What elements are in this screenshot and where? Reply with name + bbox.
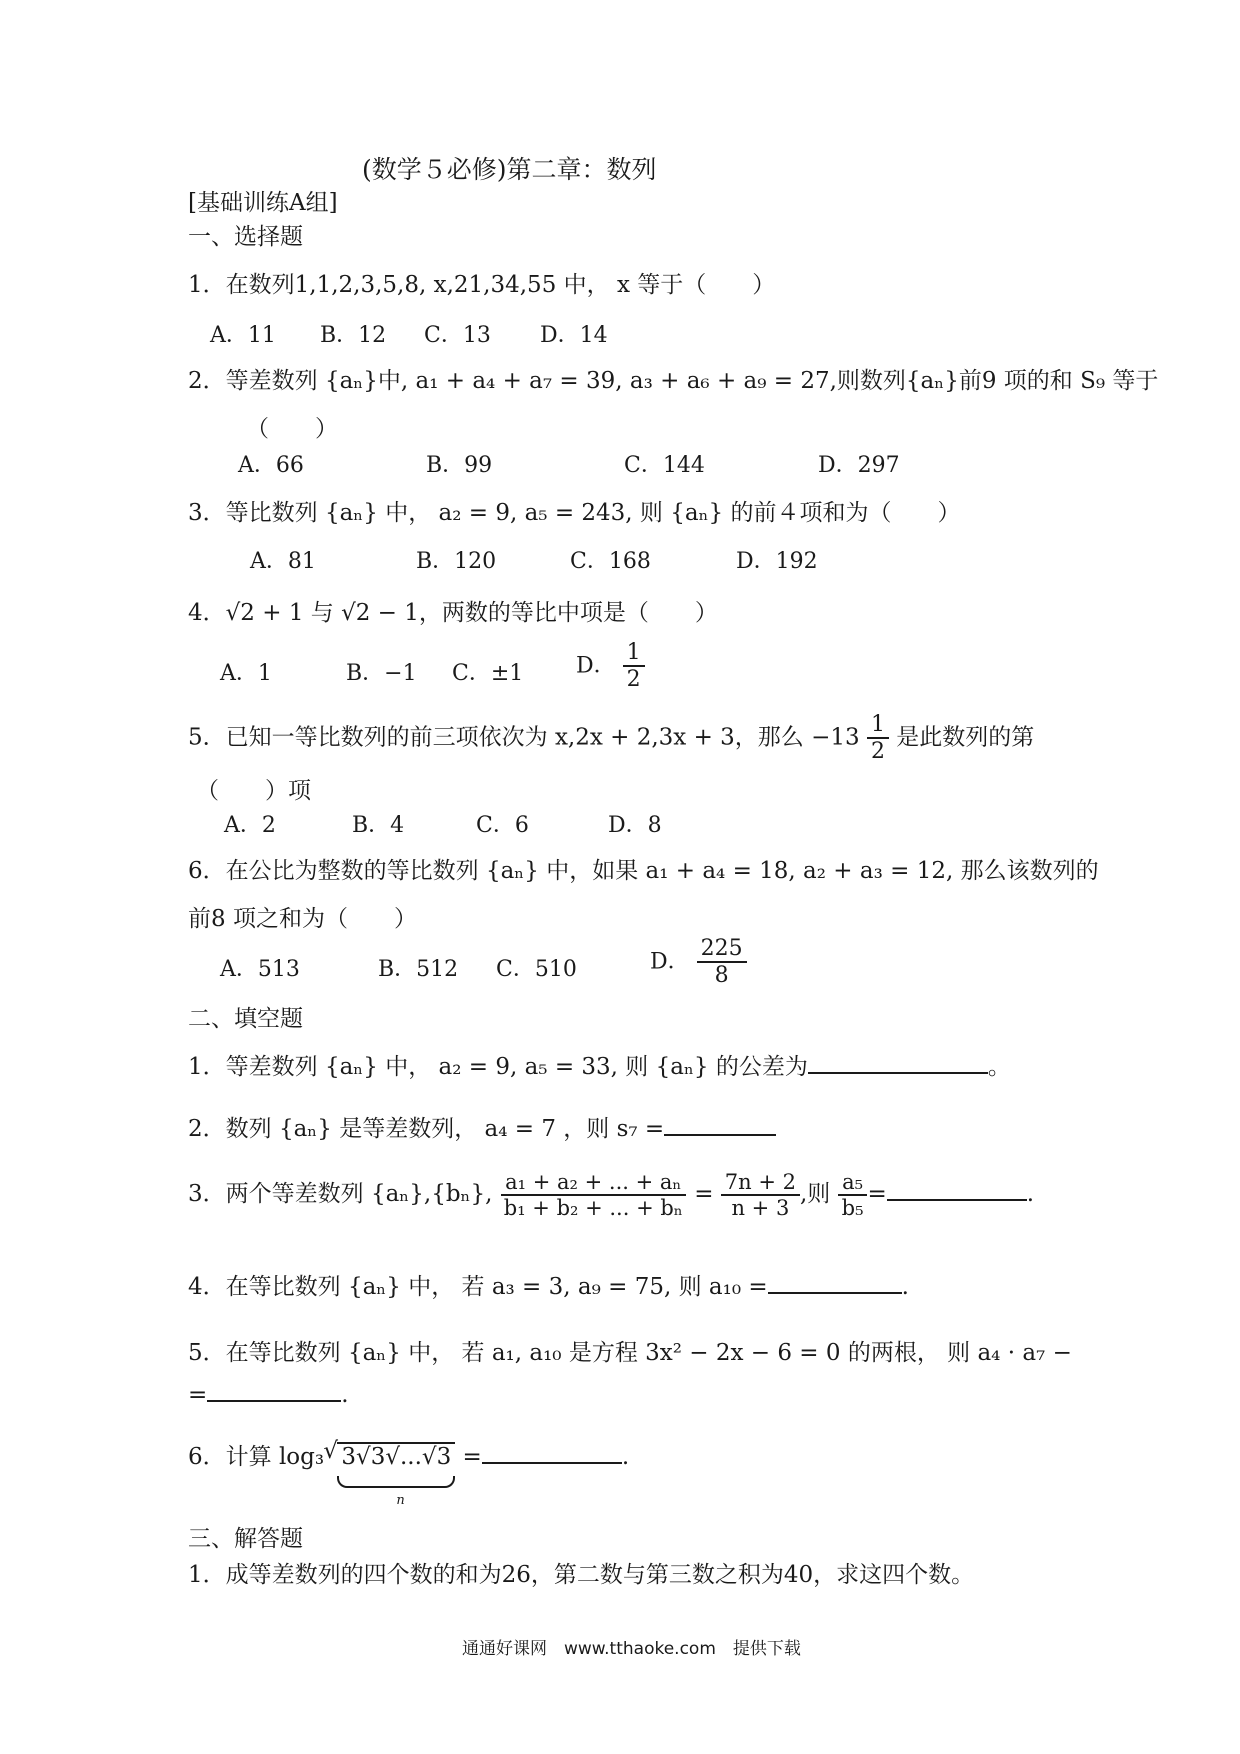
choice-2-paren: （ ） [246,416,338,442]
underbrace-icon [337,1476,455,1488]
answer-blank[interactable] [808,1052,988,1074]
fill-3-ratio-fraction: $\frac{\text{a₁ + a₂ + ... + aₙ}}{\text{b₁ + b₂ + ... + bₙ}}$ [500,1170,687,1220]
choice-6-line2: 前8 项之和为（ ） [188,906,417,932]
choice-3-option-a: A．81 [250,549,316,574]
choice-2-option-d: D．297 [818,453,900,478]
answer-blank[interactable] [664,1114,776,1136]
fill-question-1: 1．等差数列 {aₙ} 中， a₂ = 9, a₅ = 33, 则 {aₙ} 的公差为 。 [188,1054,1011,1080]
choice-5-paren: （ ）项 [196,778,311,804]
choice-question-2: 2．等差数列 {aₙ}中, a₁ + a₄ + a₇ = 39, a₃ + a₆ + a₉ = 27,则数列{aₙ}前9 项的和 S₉ 等于 [188,368,1159,394]
choice-3-option-d: D．192 [736,549,818,574]
radical-sign-icon: √ [323,1438,339,1464]
answer-blank[interactable] [482,1442,622,1464]
choice-question-6: 6．在公比为整数的等比数列 {aₙ} 中，如果 a₁ + a₄ = 18, a₂ + a₃ = 12, 那么该数列的 [188,858,1099,884]
choice-3-option-c: C．168 [570,549,651,574]
fill-question-6: 6．计算 log₃ √ 3√3√...√3 n = . [188,1438,630,1508]
choice-2-option-b: B．99 [426,453,493,478]
choice-question-5: 5．已知一等比数列的前三项依次为 x,2x + 2,3x + 3，那么 −13 $\frac{1}{2}$ 是此数列的第 [188,712,1035,765]
choice-2-option-a: A．66 [238,453,304,478]
section-answer-heading: 三、解答题 [188,1526,303,1552]
choice-6-option-d: D． $\frac{225}{8}$ [650,936,747,989]
fill-question-5: 5．在等比数列 {aₙ} 中， 若 a₁, a₁₀ 是方程 3x² − 2x − 6 = 0 的两根， 则 a₄ · a₇ − [188,1340,1072,1366]
choice-1-option-a: A．11 [210,323,276,348]
fill-3-value-fraction: $\frac{7n + 2}{n + 3}$ [721,1170,800,1220]
choice-5-option-d: D．8 [608,813,662,838]
answer-blank[interactable] [768,1272,902,1294]
group-label: [基础训练A组] [188,190,338,216]
choice-6-option-c: C．510 [496,957,577,982]
choice-5-option-b: B．4 [352,813,405,838]
choice-6-option-a: A．513 [220,957,300,982]
fill-question-2: 2．数列 {aₙ} 是等差数列， a₄ = 7 ，则 s₇ = [188,1110,776,1143]
fill-question-4: 4．在等比数列 {aₙ} 中， 若 a₃ = 3, a₉ = 75, 则 a₁₀ = . [188,1274,909,1300]
choice-1-option-d: D．14 [540,323,608,348]
page-title: (数学５必修)第二章：数列 [362,155,657,184]
choice-question-3: 3．等比数列 {aₙ} 中， a₂ = 9, a₅ = 243, 则 {aₙ} 的前４项和为（ ） [188,500,961,526]
footer-text: 通通好课网 www.tthaoke.com 提供下载 [462,1639,801,1659]
choice-1-option-b: B．12 [320,323,387,348]
answer-question-1: 1．成等差数列的四个数的和为26，第二数与第三数之积为40，求这四个数。 [188,1562,975,1588]
fill-3-target-fraction: $\frac{\text{a₅}}{\text{b₅}}$ [838,1170,868,1220]
section-fill-heading: 二、填空题 [188,1006,303,1032]
answer-blank[interactable] [207,1380,341,1402]
choice-5-option-a: A．2 [224,813,276,838]
choice-4-option-d-fraction: $\frac{1}{2}$ [623,640,645,693]
choice-5-option-c: C．6 [476,813,529,838]
choice-3-option-b: B．120 [416,549,497,574]
choice-1-option-c: C．13 [424,323,491,348]
choice-6-option-b: B．512 [378,957,459,982]
choice-4-option-a: A．1 [220,661,272,686]
choice-5-stem-fraction: $\frac{1}{2}$ [867,712,889,765]
choice-4-option-b: B．−1 [346,661,417,686]
choice-4-option-d: D． $\frac{1}{2}$ [576,640,645,693]
fill-6-radical: √ 3√3√...√3 n [337,1442,455,1470]
answer-blank[interactable] [887,1179,1027,1201]
choice-question-1: 1．在数列1,1,2,3,5,8, x,21,34,55 中， x 等于（ ） [188,272,776,298]
section-choice-heading: 一、选择题 [188,224,303,250]
choice-6-option-d-fraction: $\frac{225}{8}$ [697,936,747,989]
choice-question-4: 4．√2 + 1 与 √2 − 1，两数的等比中项是（ ） [188,600,718,626]
fill-5-line2: = . [188,1382,349,1408]
choice-4-option-c: C．±1 [452,661,524,686]
choice-2-option-c: C．144 [624,453,705,478]
fill-question-3: 3．两个等差数列 {aₙ},{bₙ}, $\frac{\text{a₁ + a₂ + ... + aₙ}}{\text{b₁ + b₂ + ... + bₙ}}$ = $\frac{7n + 2}{n + 3}$ ,则 $\frac{\text{a₅}}{\text{b₅}}$ = . [188,1170,1035,1221]
